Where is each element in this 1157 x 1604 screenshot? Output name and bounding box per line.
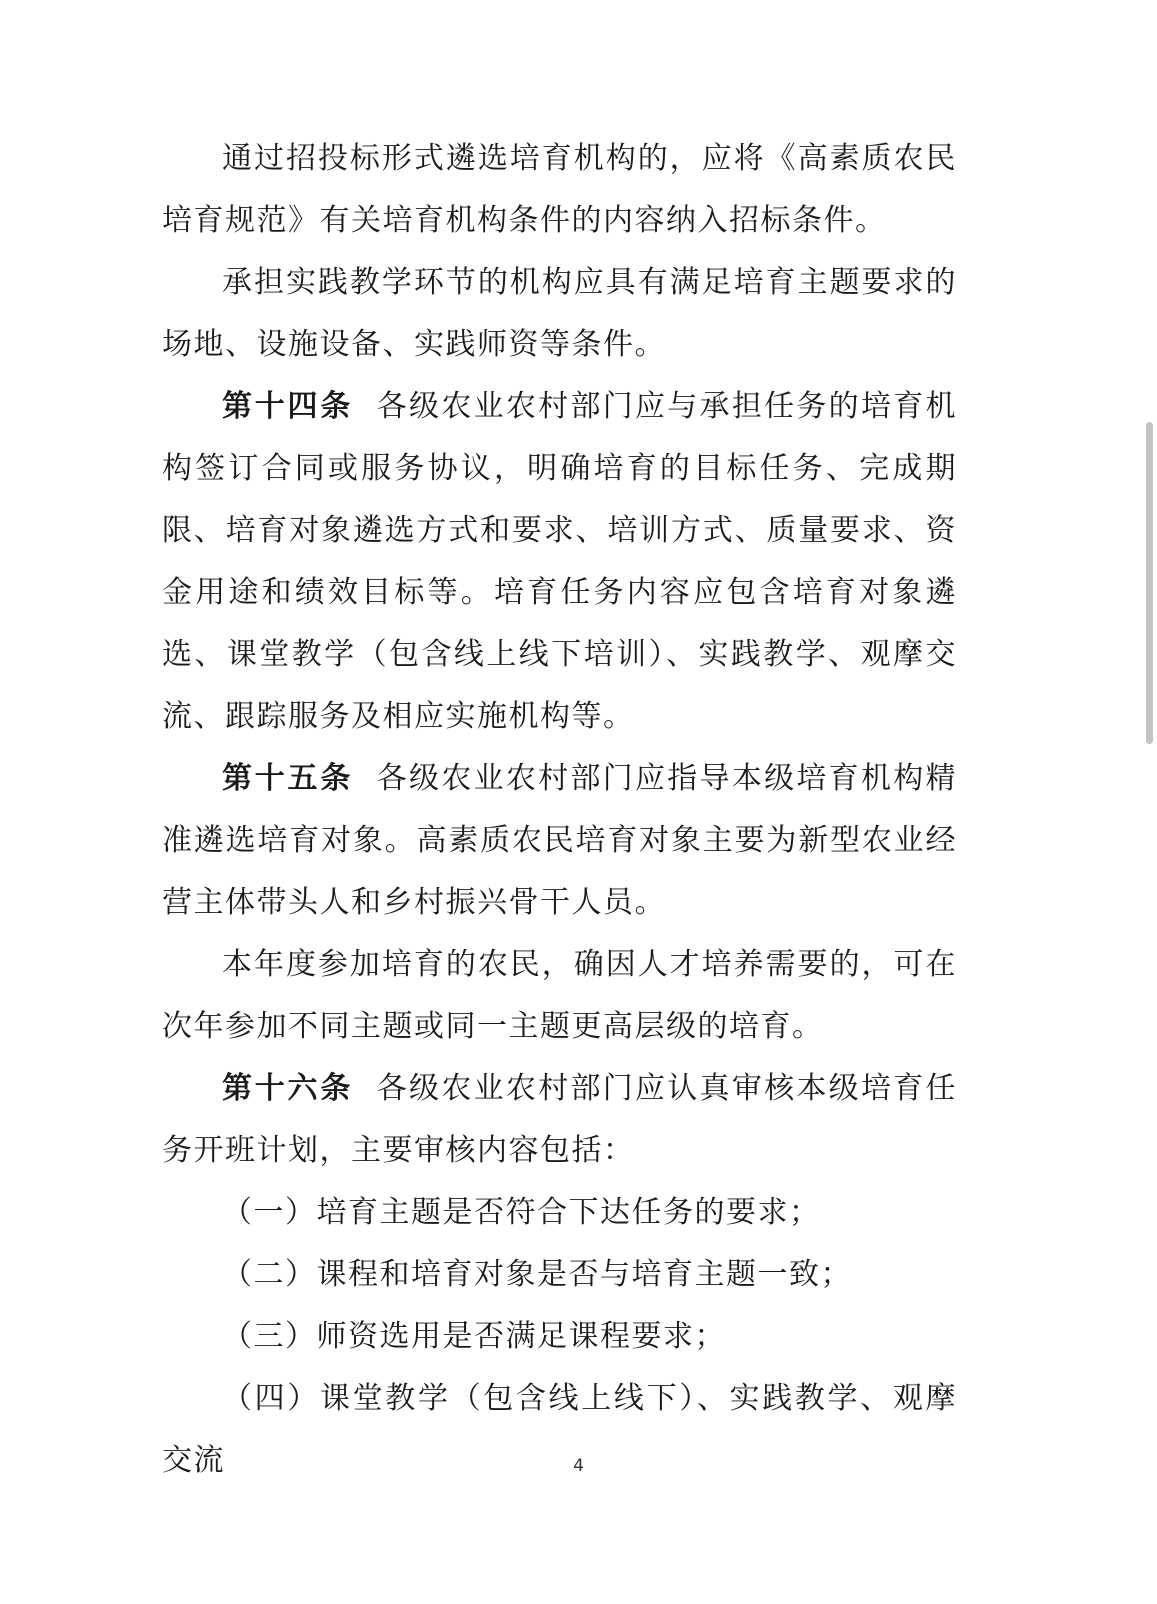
paragraph-text: 承担实践教学环节的机构应具有满足培育主题要求的场地、设施设备、实践师资等条件。 <box>162 265 957 362</box>
vertical-scrollbar[interactable] <box>1141 0 1157 1604</box>
list-item-1 <box>162 1182 957 1244</box>
list-item-3 <box>162 1306 957 1368</box>
scrollbar-thumb[interactable] <box>1146 422 1153 744</box>
article-heading: 第十五条 <box>222 761 354 796</box>
document-body <box>162 128 957 1492</box>
list-item-text: （二）课程和培育对象是否与培育主题一致； <box>222 1257 852 1292</box>
paragraph-text: 本年度参加培育的农民，确因人才培养需要的，可在次年参加不同主题或同一主题更高层级的培育。 <box>162 947 957 1044</box>
list-item-text: （四）课堂教学（包含线上线下）、实践教学、观摩交流 <box>162 1381 957 1478</box>
paragraph-text: 各级农业农村部门应与承担任务的培育机构签订合同或服务协议，明确培育的目标任务、完成期限、培育对象遴选方式和要求、培训方式、质量要求、资金用途和绩效目标等。培育任务内容应包含培育对象遴选、课堂教学（包含线上线下培训）、实践教学、观摩交流、跟踪服务及相应实施机构等。 <box>162 389 958 734</box>
article-16 <box>162 1058 957 1182</box>
paragraph-text: 各级农业农村部门应认真审核本级培育任务开班计划，主要审核内容包括： <box>162 1071 958 1168</box>
list-item-text: （三）师资选用是否满足课程要求； <box>222 1319 726 1354</box>
paragraph-text: 通过招投标形式遴选培育机构的，应将《高素质农民培育规范》有关培育机构条件的内容纳入招标条件。 <box>162 141 957 238</box>
article-heading: 第十六条 <box>222 1071 354 1106</box>
list-item-text: （一）培育主题是否符合下达任务的要求； <box>222 1195 821 1230</box>
article-14 <box>162 376 957 748</box>
paragraph-2 <box>162 252 957 376</box>
list-item-2 <box>162 1244 957 1306</box>
paragraph-text: 各级农业农村部门应指导本级培育机构精准遴选培育对象。高素质农民培育对象主要为新型农业经营主体带头人和乡村振兴骨干人员。 <box>162 761 958 920</box>
page-number: 4 <box>573 1456 584 1476</box>
paragraph-5 <box>162 934 957 1058</box>
paragraph-1 <box>162 128 957 252</box>
article-heading: 第十四条 <box>222 389 354 424</box>
article-15 <box>162 748 957 934</box>
